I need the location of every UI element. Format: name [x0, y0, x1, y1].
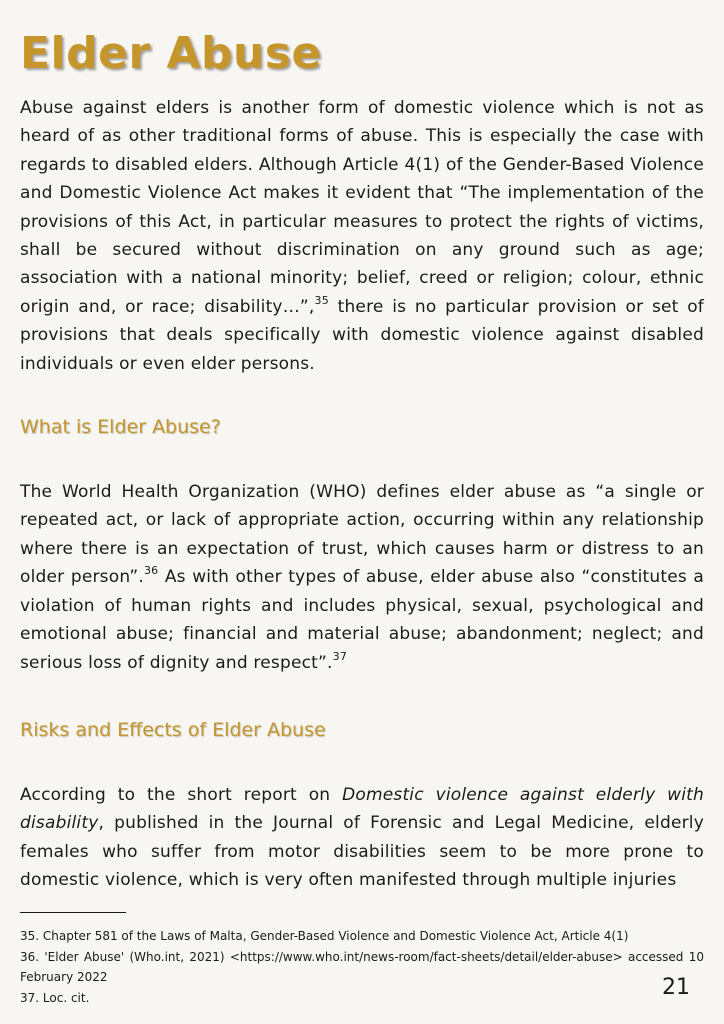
page-number: 21 [662, 975, 690, 1000]
page-content [20, 24, 704, 895]
page-title: Elder Abuse [20, 28, 322, 79]
footnote-37: 37. Loc. cit. [20, 990, 90, 1005]
section-heading-risks-and-effects: Risks and Effects of Elder Abuse [20, 718, 326, 741]
footnote-divider [20, 912, 126, 913]
section-heading-what-is-elder-abuse: What is Elder Abuse? [20, 416, 221, 439]
footnotes [20, 926, 704, 1008]
footnote-ref-37: 37 [332, 649, 348, 663]
footnote-35: 35. Chapter 581 of the Laws of Malta, Gender-Based Violence and Domestic Violence Act, Article 4(1) [20, 929, 629, 943]
what-text-2: As with other types of abuse, elder abuse also “constitutes a violation of human rights and includes physical, sexual, psychological and emotional abuse; financial and material abuse; abandonment; neglect; and serious loss of dignity and respect”. [20, 567, 704, 673]
footnote-ref-36: 36 [143, 564, 159, 578]
what-paragraph [20, 478, 704, 677]
report-title: Domestic violence against elderly with disability [20, 784, 704, 834]
intro-text-after: there is no particular provision or set of provisions that deals specifically with domestic violence against disabled individuals or even elder persons. [20, 296, 704, 374]
footnote-ref-35: 35 [314, 293, 329, 307]
risks-text-1: According to the short report on [20, 784, 343, 805]
footnote-36: 36. 'Elder Abuse' (Who.int, 2021) <https://www.who.int/news-room/fact-sheets/detail/elder-abuse> accessed 10 February 2022 [20, 949, 704, 984]
risks-text-2: , published in the Journal of Forensic and Legal Medicine, elderly females who suffer from motor disabilities seem to be more prone to domestic violence, which is very often manifested through multiple injuries [20, 813, 704, 891]
what-text-1: The World Health Organization (WHO) defines elder abuse as “a single or repeated act, or lack of appropriate action, occurring within any relationship where there is an expectation of trust, which causes harm or distress to an older person”. [20, 482, 704, 588]
intro-paragraph [20, 94, 704, 378]
risks-paragraph [20, 781, 704, 895]
intro-text: Abuse against elders is another form of domestic violence which is not as heard of as other traditional forms of abuse. This is especially the case with regards to disabled elders. Although Article 4(1) of the Gender-Based Violence and Domestic Violence Act makes it evident that “The implementation of the provisions of this Act, in particular measures to protect the rights of victims, shall be secured without discrimination on any ground such as age; association with a national minority; belief, creed or religion; colour, ethnic origin and, or race; disability…”, [20, 98, 704, 317]
